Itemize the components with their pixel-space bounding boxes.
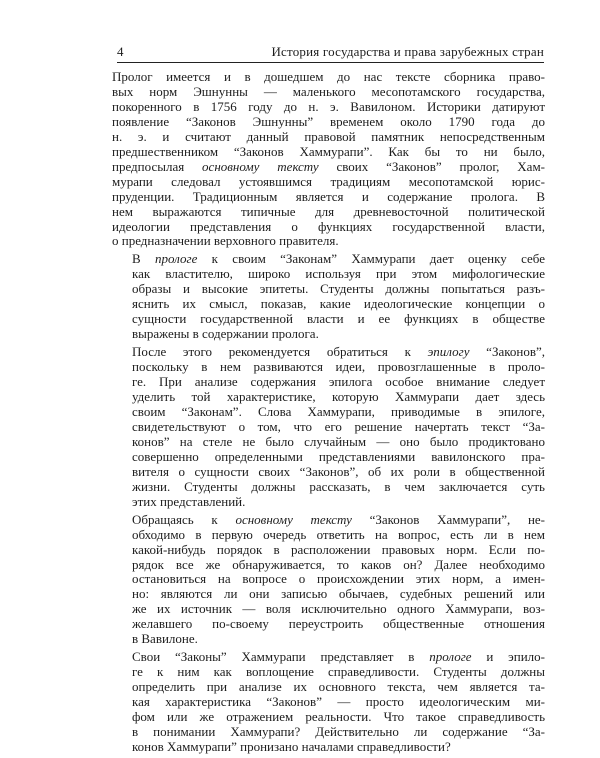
text-line: желавшего по-своему переустроить общественные отношения — [132, 616, 545, 632]
text-line: н. э. и считают данный правовой памятник непосредственным — [112, 128, 545, 144]
text-line: покоренного в 1756 году до н. э. Вавилоном. Историки датируют — [112, 98, 545, 114]
page-number: 4 — [117, 44, 124, 59]
page-header — [117, 44, 544, 63]
text-line: жизни. Студенты должны рассказать, в чем заключается суть — [132, 478, 545, 494]
text-line: После этого рекомендуется обратиться к эпилогу “Законов”, — [132, 344, 545, 360]
text-line: фом или же отражением реальности. Что такое справедливость — [132, 709, 545, 725]
paragraph-justice — [112, 650, 545, 755]
text-line: идеологии представления о функциях государственной власти, — [112, 218, 545, 234]
text-line: определить при анализе их основного текста, чем является та- — [132, 679, 545, 695]
text-line: в Вавилоне. — [132, 631, 198, 647]
text-line: нем выражаются типичные для древневосточной политической — [112, 203, 545, 219]
text-line: В прологе к своим “Законам” Хаммурапи дает оценку себе — [132, 251, 545, 267]
paragraph-epilogue — [112, 345, 545, 509]
text-line: но: являются ли они записью обычаев, судебных решений или — [132, 586, 545, 602]
text-line: какой-нибудь порядок в расположении правовых норм. Если по- — [132, 541, 545, 557]
text-line: рядок все же обнаруживается, то каков он? Далее необходимо — [132, 556, 545, 572]
text-line: предшественником “Законов Хаммурапи”. Как бы то ни было, — [112, 143, 545, 159]
emphasis: прологе — [155, 251, 198, 267]
text-line: яснить их смысл, показав, какие идеологические концепции о — [132, 296, 545, 312]
text-line: выражены в содержании пролога. — [132, 326, 319, 342]
text-line: Свои “Законы” Хаммурапи представляет в прологе и эпило- — [132, 649, 545, 665]
text-line: обходимо в первую очередь ответить на вопрос, есть ли в нем — [132, 526, 545, 542]
text-line: сущности государственной власти и ее функциях в обществе — [132, 311, 545, 327]
text-line: остановиться на вопросе о происхождении этих норм, а имен- — [132, 571, 545, 587]
text-line: уделить той характеристике, которую Хаммурапи дает здесь — [132, 389, 545, 405]
text-line: свидетельствуют о том, что его решение начертать текст “За- — [132, 418, 545, 434]
text-line: мурапи следовал устоявшимся традициям месопотамской юрис- — [112, 173, 545, 189]
text-line: совершенно определенными представлениями вавилонского пра- — [132, 448, 545, 464]
paragraph-prologue-context — [112, 70, 545, 249]
text-line: вых норм Эшнунны — маленького месопотамского государства, — [112, 83, 545, 99]
emphasis: основному тексту — [202, 158, 319, 174]
text-line: предпосылая основному тексту своих “Законов” пролог, Хам- — [112, 158, 545, 174]
text-line: как властителю, широко используя при этом мифологические — [132, 266, 545, 282]
text-line: появление “Законов Эшнунны” временем около 1790 года до — [112, 113, 545, 129]
text-line: вителя о сущности своих “Законов”, об их роли в общественной — [132, 463, 545, 479]
text-line: Пролог имеется и в дошедшем до нас тексте сборника право- — [112, 69, 545, 84]
text-line: кая характеристика “Законов” — просто идеологическим ми- — [132, 694, 545, 710]
paragraph-prologue-analysis — [112, 252, 545, 342]
text-line: в понимании Хаммурапи? Действительно ли содержание “За- — [132, 723, 545, 739]
text-line: образы и высокие эпитеты. Студенты должны попытаться разъ- — [132, 281, 545, 297]
emphasis: основному тексту — [235, 511, 352, 527]
text-line: конов Хаммурапи” пронизано началами справедливости? — [132, 738, 451, 754]
emphasis: прологе — [429, 649, 472, 665]
text-line: конов” на стеле не было случайным — оно было продиктовано — [132, 433, 545, 449]
text-line: своим “Законам”. Слова Хаммурапи, приводимые в эпилоге, — [132, 403, 545, 419]
text-line: же их источник — воля исключительно одного Хаммурапи, воз- — [132, 601, 545, 617]
text-line: этих представлений. — [132, 493, 246, 509]
body-text — [112, 70, 545, 758]
text-line: о предназначении верховного правителя. — [112, 233, 339, 249]
text-line: пруденции. Традиционным является и содержание пролога. В — [112, 188, 545, 204]
text-line: поскольку в нем развиваются идеи, провозглашенные в проло- — [132, 359, 545, 375]
running-title: История государства и права зарубежных стран — [271, 44, 544, 59]
paragraph-main-text — [112, 513, 545, 648]
text-line: ге. При анализе содержания эпилога особое внимание следует — [132, 374, 545, 390]
text-line: ге к ним как воплощение справедливости. Студенты должны — [132, 664, 545, 680]
text-line: Обращаясь к основному тексту “Законов Хаммурапи”, не- — [132, 511, 545, 527]
emphasis: эпилогу — [427, 344, 470, 360]
